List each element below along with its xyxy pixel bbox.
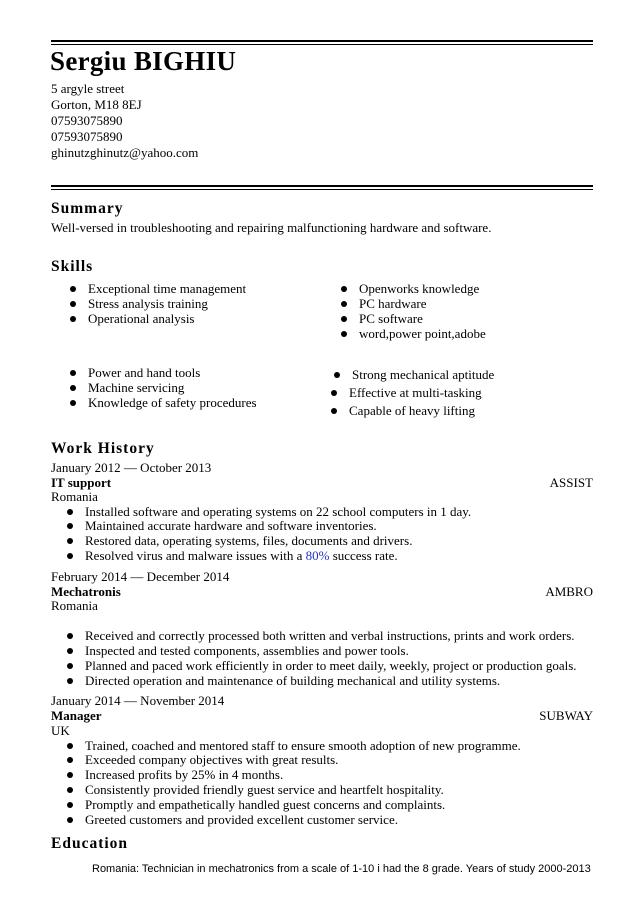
job-dates: February 2014 — December 2014	[51, 569, 230, 584]
bullet-text: success rate.	[329, 548, 398, 563]
bullet-text: Resolved virus and malware issues with a	[85, 548, 306, 563]
address-line-1: 5 argyle street	[51, 81, 125, 96]
skill-item: word,power point,adobe	[359, 326, 486, 341]
job-bullet: Received and correctly processed both written and verbal instructions, prints and work orders.	[85, 628, 575, 643]
work-history-heading: Work History	[51, 440, 155, 457]
job-bullet: Increased profits by 25% in 4 months.	[85, 767, 284, 782]
job-bullet: Installed software and operating systems on 22 school computers in 1 day.	[85, 504, 472, 519]
job-role: Mechatronis	[51, 584, 121, 599]
skill-item: Stress analysis training	[88, 296, 208, 311]
job-bullet: Restored data, operating systems, files, documents and drivers.	[85, 533, 413, 548]
phone-1: 07593075890	[51, 113, 123, 128]
header-rule-thin	[51, 189, 593, 190]
job-bullet	[85, 548, 398, 564]
job-bullet: Directed operation and maintenance of building mechanical and utility systems.	[85, 673, 501, 688]
resume-name: Sergiu BIGHIU	[50, 46, 237, 76]
summary-heading: Summary	[51, 200, 124, 217]
skill-item: Effective at multi-tasking	[349, 385, 482, 400]
job-bullet: Promptly and empathetically handled guest concerns and complaints.	[85, 797, 446, 812]
job-company: SUBWAY	[539, 708, 593, 723]
job-bullet: Inspected and tested components, assemblies and power tools.	[85, 643, 409, 658]
job-location: Romania	[51, 489, 98, 504]
job-dates: January 2012 — October 2013	[51, 460, 212, 475]
address-line-2: Gorton, M18 8EJ	[51, 97, 142, 112]
skill-item: Knowledge of safety procedures	[88, 395, 257, 410]
job-role: IT support	[51, 475, 112, 490]
header-rule	[51, 185, 593, 187]
job-company: AMBRO	[545, 584, 593, 599]
skill-item: PC software	[359, 311, 423, 326]
skill-item: Strong mechanical aptitude	[352, 367, 495, 382]
job-bullet: Exceeded company objectives with great results.	[85, 752, 339, 767]
job-company: ASSIST	[549, 475, 593, 490]
skill-item: Operational analysis	[88, 311, 195, 326]
job-location: UK	[51, 723, 70, 738]
job-role: Manager	[51, 708, 102, 723]
job-bullet: Greeted customers and provided excellent customer service.	[85, 812, 398, 827]
skill-item: Machine servicing	[88, 380, 185, 395]
job-bullet: Planned and paced work efficiently in order to meet daily, weekly, project or production goals.	[85, 658, 577, 673]
skill-item: Capable of heavy lifting	[349, 403, 475, 418]
job-bullet: Maintained accurate hardware and software inventories.	[85, 518, 377, 533]
job-bullet: Consistently provided friendly guest service and heartfelt hospitality.	[85, 782, 444, 797]
phone-2: 07593075890	[51, 129, 123, 144]
education-text: Romania: Technician in mechatronics from a scale of 1-10 i had the 8 grade. Years of study 2000-2013	[92, 863, 591, 875]
top-rule-thin	[51, 44, 593, 45]
skill-item: Openworks knowledge	[359, 281, 480, 296]
skill-item: Exceptional time management	[88, 281, 247, 296]
summary-text: Well-versed in troubleshooting and repairing malfunctioning hardware and software.	[51, 220, 492, 235]
job-bullet: Trained, coached and mentored staff to ensure smooth adoption of new programme.	[85, 738, 521, 753]
education-heading: Education	[51, 835, 129, 852]
email: ghinutzghinutz@yahoo.com	[51, 145, 199, 160]
job-dates: January 2014 — November 2014	[51, 693, 225, 708]
skills-heading: Skills	[51, 258, 94, 275]
job-location: Romania	[51, 598, 98, 613]
top-rule	[51, 40, 593, 42]
skill-item: Power and hand tools	[88, 365, 201, 380]
skill-item: PC hardware	[359, 296, 427, 311]
success-rate-value: 80%	[305, 548, 330, 563]
